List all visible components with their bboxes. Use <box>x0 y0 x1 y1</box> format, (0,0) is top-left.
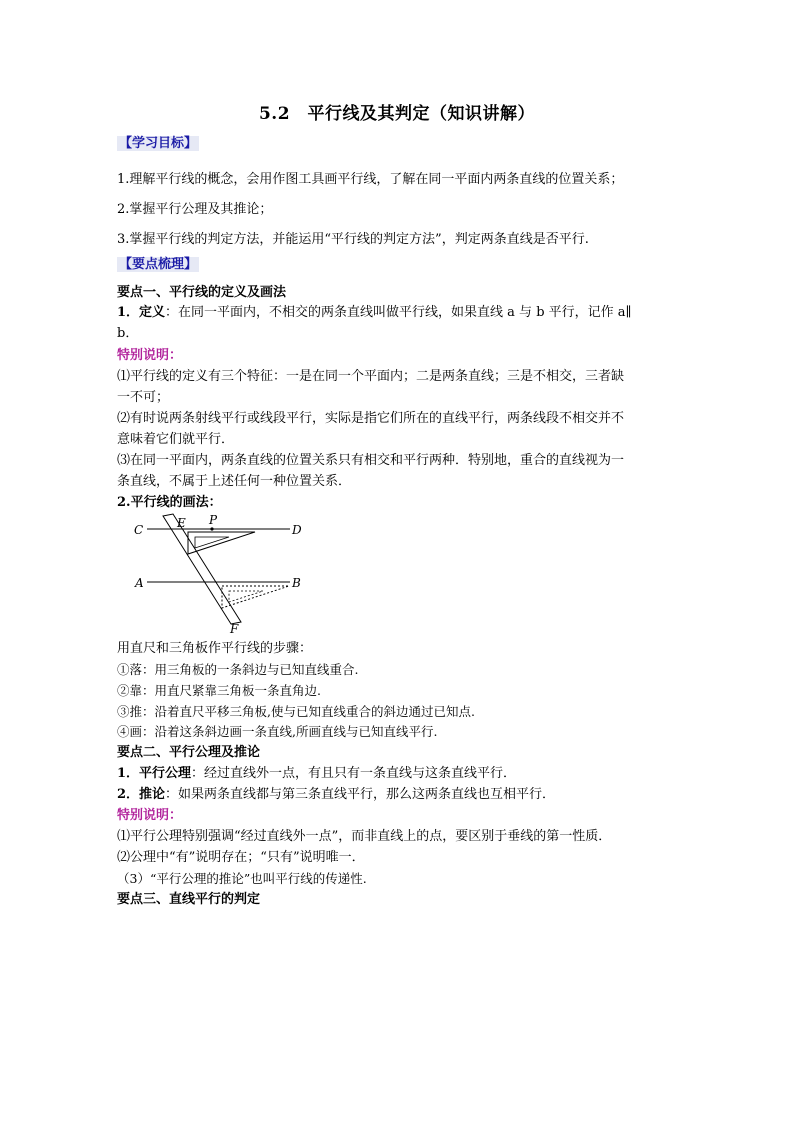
label-c: C <box>134 523 144 537</box>
note-2a: ⑵有时说两条射线平行或线段平行，实际是指它们所在的直线平行，两条线段不相交并不 <box>117 411 625 426</box>
label-p: P <box>209 513 218 527</box>
special-note-label-2: 特别说明： <box>117 808 183 823</box>
definition-label: 1．定义 <box>117 305 166 320</box>
note-1a: ⑴平行线的定义有三个特征：一是在同一个平面内；二是两条直线；三是不相交，三者缺 <box>117 369 625 384</box>
corollary <box>117 786 555 804</box>
triangle-dashed <box>222 586 289 608</box>
definition-line <box>117 304 632 322</box>
point-p <box>210 527 213 530</box>
point-3-heading: 要点三、直线平行的判定 <box>117 892 261 907</box>
step-3: ③推：沿着直尺平移三角板,使与已知直线重合的斜边通过已知点. <box>117 704 475 719</box>
goal-2: 2.掌握平行公理及其推论； <box>117 202 273 217</box>
section-label: 【学习目标】 <box>119 136 198 151</box>
step-4: ④画：沿着这条斜边画一条直线,所画直线与已知直线平行. <box>117 724 438 739</box>
drawing-method-heading: 2.平行线的画法： <box>117 495 222 510</box>
note-m1: ⑴平行公理特别强调“经过直线外一点”，而非直线上的点，要区别于垂线的第一性质． <box>117 829 612 844</box>
note-m3: （3）“平行公理的推论”也叫平行线的传递性. <box>117 871 367 886</box>
ruler-shape <box>163 514 241 624</box>
section-label: 【要点梳理】 <box>119 257 198 272</box>
page-title: 5.2 平行线及其判定（知识讲解） <box>258 104 536 124</box>
label-b: B <box>292 576 301 590</box>
parallel-construction-figure <box>125 510 325 635</box>
definition-text: ：在同一平面内，不相交的两条直线叫做平行线，如果直线 a 与 b 平行，记作 a∥ <box>165 305 632 320</box>
point-2-heading: 要点二、平行公理及推论 <box>117 745 261 760</box>
section-key-points <box>117 256 199 274</box>
parallel-axiom <box>117 765 516 783</box>
goal-1: 1.理解平行线的概念，会用作图工具画平行线，了解在同一平面内两条直线的位置关系； <box>117 172 624 187</box>
special-note-label: 特别说明： <box>117 348 183 363</box>
label-d: D <box>292 523 302 537</box>
note-1b: 一不可； <box>117 390 170 405</box>
label-f: F <box>230 622 239 635</box>
note-3a: ⑶在同一平面内，两条直线的位置关系只有相交和平行两种．特别地，重合的直线视为一 <box>117 453 625 468</box>
goal-3: 3.掌握平行线的判定方法，并能运用“平行线的判定方法”，判定两条直线是否平行. <box>117 232 589 247</box>
label-e: E <box>177 516 186 530</box>
step-1: ①落：用三角板的一条斜边与已知直线重合. <box>117 662 359 677</box>
note-m2: ⑵公理中“有”说明存在；“只有”说明唯一． <box>117 850 365 865</box>
triangle-top <box>188 532 255 554</box>
point-1-heading: 要点一、平行线的定义及画法 <box>117 285 287 300</box>
note-3b: 条直线，不属于上述任何一种位置关系． <box>117 474 352 489</box>
parallel-axiom-label: 1．平行公理 <box>117 766 192 781</box>
section-learning-goals <box>117 135 199 153</box>
corollary-label: 2．推论 <box>117 787 166 802</box>
definition-text-cont: b． <box>117 326 139 341</box>
label-a: A <box>135 576 144 590</box>
note-2b: 意味着它们就平行． <box>117 432 235 447</box>
step-2: ②靠：用直尺紧靠三角板一条直角边. <box>117 683 321 698</box>
parallel-axiom-text: ：经过直线外一点，有且只有一条直线与这条直线平行． <box>191 766 517 781</box>
steps-intro: 用直尺和三角板作平行线的步骤： <box>117 641 313 656</box>
corollary-text: ：如果两条直线都与第三条直线平行，那么这两条直线也互相平行． <box>165 787 556 802</box>
